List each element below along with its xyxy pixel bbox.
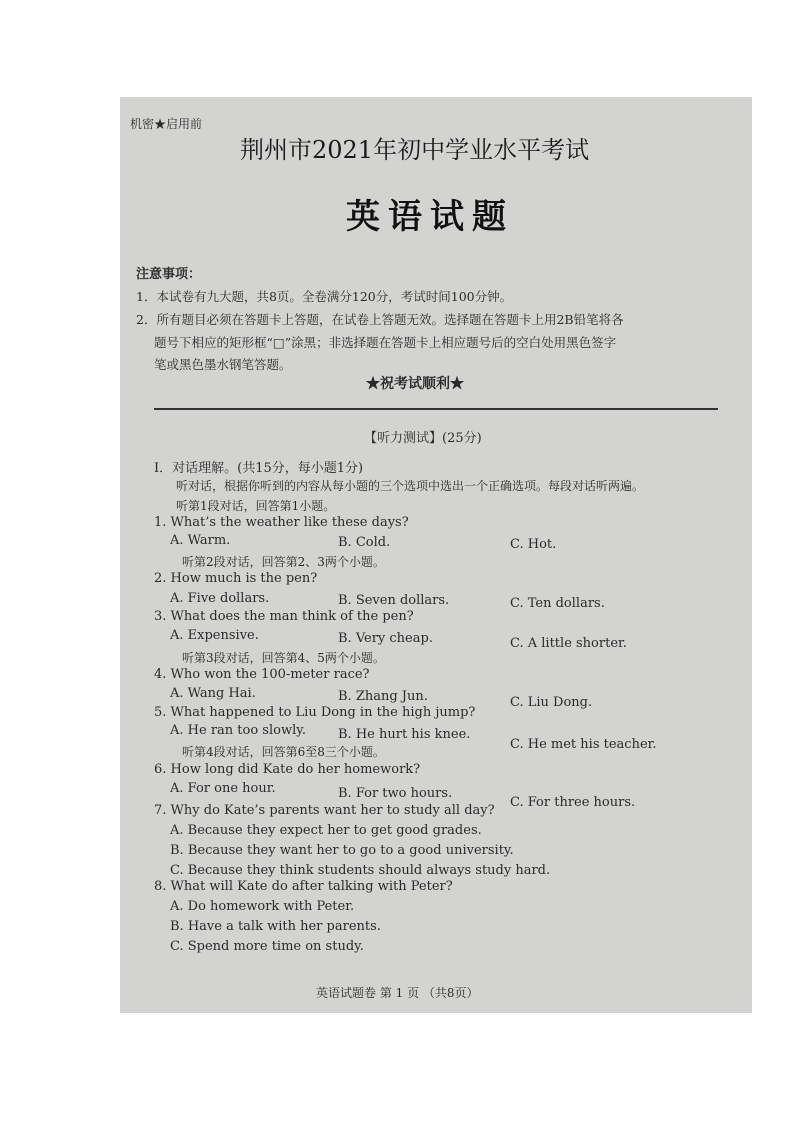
q8-option-c: C. Spend more time on study. <box>170 939 364 954</box>
q3-option-b: B. Very cheap. <box>338 631 433 646</box>
q7-option-b: B. Because they want her to go to a good university. <box>170 843 514 858</box>
q5-option-a: A. He ran too slowly. <box>170 723 306 738</box>
exam-page-photo <box>120 97 752 1013</box>
question-3: 3. What does the man think of the pen? <box>154 609 414 624</box>
question-5: 5. What happened to Liu Dong in the high jump? <box>154 705 476 720</box>
exam-subject-title: 英语试题 <box>346 197 514 237</box>
note-item-2-line-3: 笔或黑色墨水钢笔答题。 <box>154 357 292 372</box>
question-8: 8. What will Kate do after talking with Peter? <box>154 879 453 894</box>
question-2: 2. How much is the pen? <box>154 571 318 586</box>
q6-option-a: A. For one hour. <box>170 781 276 796</box>
q7-option-a: A. Because they expect her to get good grades. <box>170 823 482 838</box>
divider <box>154 408 718 410</box>
q4-option-a: A. Wang Hai. <box>170 686 256 701</box>
q8-option-b: B. Have a talk with her parents. <box>170 919 381 934</box>
q6-option-c: C. For three hours. <box>510 795 636 810</box>
note-item-2: 2．所有题目必须在答题卡上答题，在试卷上答题无效。选择题在答题卡上用2B铅笔将各 <box>136 312 624 327</box>
question-1: 1. What’s the weather like these days? <box>154 515 409 530</box>
note-item-1: 1．本试卷有九大题，共8页。全卷满分120分，考试时间100分钟。 <box>136 289 513 304</box>
dialogue-3-instruction: 听第3段对话，回答第4、5两个小题。 <box>182 651 385 665</box>
listening-heading: 【听力测试】(25分) <box>364 431 482 446</box>
q3-option-c: C. A little shorter. <box>510 636 627 651</box>
q2-option-b: B. Seven dollars. <box>338 593 450 608</box>
note-item-2-line-2: 题号下相应的矩形框“□”涂黑；非选择题在答题卡上相应题号后的空白处用黑色签字 <box>154 335 617 350</box>
section-directions: 听对话，根据你听到的内容从每小题的三个选项中选出一个正确选项。每段对话听两遍。 <box>176 479 645 493</box>
good-luck-line: ★祝考试顺利★ <box>366 376 464 392</box>
section-title: Ⅰ．对话理解。(共15分，每小题1分) <box>154 461 364 476</box>
dialogue-2-instruction: 听第2段对话，回答第2、3两个小题。 <box>182 555 385 569</box>
q5-option-b: B. He hurt his knee. <box>338 727 471 742</box>
dialogue-1-instruction: 听第1段对话，回答第1小题。 <box>176 499 336 513</box>
question-6: 6. How long did Kate do her homework? <box>154 762 421 777</box>
q6-option-b: B. For two hours. <box>338 786 453 801</box>
dialogue-4-instruction: 听第4段对话，回答第6至8三个小题。 <box>182 745 385 759</box>
q7-option-c: C. Because they think students should always study hard. <box>170 863 551 878</box>
exam-title: 荆州市2021年初中学业水平考试 <box>240 136 590 164</box>
question-7: 7. Why do Kate’s parents want her to study all day? <box>154 803 495 818</box>
q8-option-a: A. Do homework with Peter. <box>170 899 355 914</box>
q4-option-c: C. Liu Dong. <box>510 695 593 710</box>
q1-option-c: C. Hot. <box>510 537 557 552</box>
q2-option-a: A. Five dollars. <box>170 591 270 606</box>
question-4: 4. Who won the 100-meter race? <box>154 667 370 682</box>
q4-option-b: B. Zhang Jun. <box>338 689 428 704</box>
q1-option-a: A. Warm. <box>170 533 231 548</box>
q2-option-c: C. Ten dollars. <box>510 596 605 611</box>
q3-option-a: A. Expensive. <box>170 628 259 643</box>
q5-option-c: C. He met his teacher. <box>510 737 657 752</box>
notes-heading: 注意事项： <box>136 267 202 282</box>
q1-option-b: B. Cold. <box>338 535 391 550</box>
page-footer: 英语试题卷 第 1 页 （共8页） <box>316 986 479 1000</box>
confidential-label: 机密★启用前 <box>130 117 203 131</box>
